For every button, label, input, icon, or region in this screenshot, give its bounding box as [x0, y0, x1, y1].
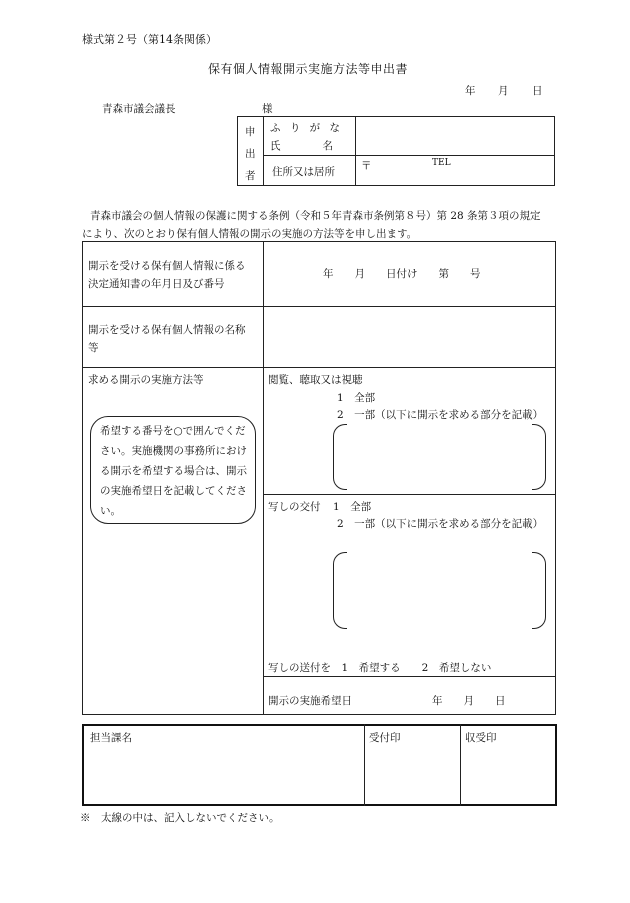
info-name-field[interactable]: [265, 308, 554, 365]
tel-label: TEL: [432, 158, 451, 168]
postal-mark: 〒: [361, 160, 372, 172]
mailing-option[interactable]: 写しの送付を 1 希望する 2 希望しない: [268, 662, 492, 674]
applicant-label-char: 出: [245, 148, 256, 160]
copy-partial-field[interactable]: [348, 554, 531, 627]
copy-bracket-left: [333, 552, 347, 629]
viewing-bracket-right: [532, 424, 546, 490]
address-field[interactable]: [357, 157, 554, 185]
instruction-note: 希望する番号を○で囲んでください。実施機関の事務所における開示を希望する場合は、開示の実施希望日を記載してください。: [100, 425, 247, 517]
viewing-option-partial[interactable]: 2 一部（以下に開示を求める部分を記載）: [337, 409, 544, 421]
address-label: 住所又は居所: [272, 166, 335, 178]
decision-notice-value[interactable]: 年 月 日付け 第 号: [323, 268, 481, 280]
desired-date-value[interactable]: 年 月 日: [432, 695, 506, 707]
decision-notice-label-line2: 決定通知書の年月日及び番号: [88, 278, 225, 290]
addressee-name: 青森市議会議長: [102, 103, 176, 115]
info-name-label-line2: 等: [88, 342, 99, 354]
info-name-label-line1: 開示を受ける保有個人情報の名称: [88, 324, 246, 336]
date-month: 月: [498, 85, 509, 97]
viewing-option-all[interactable]: 1 全部: [337, 392, 376, 404]
applicant-label-char: 申: [245, 126, 256, 138]
decision-notice-label-line1: 開示を受ける保有個人情報に係る: [88, 260, 246, 272]
footnote: ※ 太線の中は、記入しないでください。: [80, 812, 280, 824]
date-day: 日: [532, 85, 543, 97]
desired-date-label: 開示の実施希望日: [268, 695, 352, 707]
copy-heading: 写しの交付: [268, 501, 321, 513]
receipt-stamp-label: 受付印: [369, 732, 401, 744]
viewing-heading: 閲覧、聴取又は視聴: [268, 374, 363, 386]
intro-text-line2: により、次のとおり保有個人情報の開示の実施の方法等を申し出ます。: [82, 228, 418, 240]
viewing-bracket-left: [333, 424, 347, 490]
viewing-partial-field[interactable]: [348, 426, 531, 488]
copy-option-partial[interactable]: 2 一部（以下に開示を求める部分を記載）: [337, 518, 544, 530]
method-label: 求める開示の実施方法等: [88, 374, 204, 386]
date-year: 年: [465, 85, 476, 97]
copy-bracket-right: [532, 552, 546, 629]
form-number: 様式第２号（第14条関係）: [82, 33, 217, 46]
acceptance-stamp-label: 収受印: [465, 732, 497, 744]
addressee-honorific: 様: [262, 103, 273, 115]
intro-text-line1: 青森市議会の個人情報の保護に関する条例（令和５年青森市条例第８号）第 28 条第３項の規定: [90, 210, 541, 222]
applicant-label-char: 者: [245, 170, 256, 182]
copy-option-all[interactable]: 1 全部: [333, 501, 372, 513]
dept-label: 担当課名: [90, 732, 132, 744]
name-field[interactable]: [357, 117, 554, 154]
page-title: 保有個人情報開示実施方法等申出書: [208, 62, 409, 76]
name-label: 氏 名: [270, 140, 333, 152]
furigana-label: ふ り が な: [270, 122, 344, 134]
